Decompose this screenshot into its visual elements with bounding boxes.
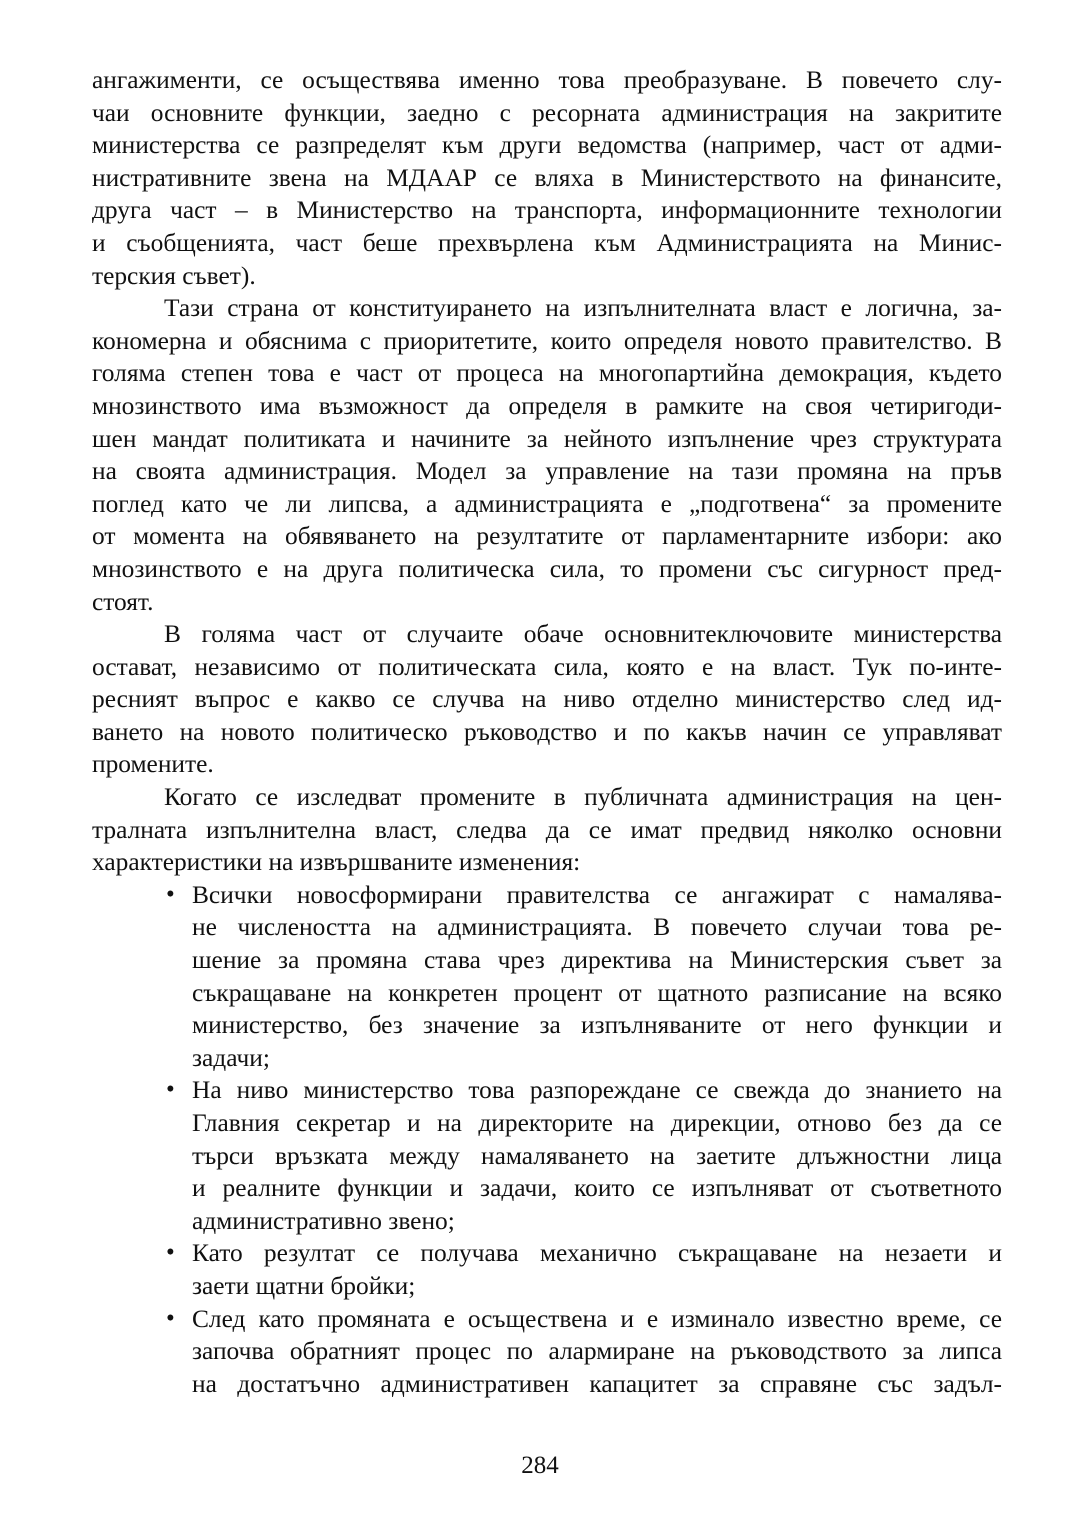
text-line: терския съвет). xyxy=(92,261,256,290)
text-line: министерство, без значение за изпълняваните от него функции и xyxy=(192,1011,1002,1040)
text-line: ресният въпрос е какво се случва на ниво отделно министерство след ид- xyxy=(92,685,1002,714)
text-line: ването на новото политическо ръководство и по какъв начин се управляват xyxy=(92,717,1002,746)
text-line xyxy=(92,1074,1002,1107)
text-line xyxy=(92,1303,1002,1336)
text-line: друга част – в Министерство на транспорта, информационните технологии xyxy=(92,196,1002,225)
text-line: шение за промяна става чрез директива на Министерския съвет за xyxy=(192,946,1002,975)
bullet-icon: • xyxy=(166,880,175,908)
bullet-text: На ниво министерство това разпореждане се свежда до знанието на xyxy=(192,1076,1002,1105)
text-line: ангажименти, се осъществява именно това преобразуване. В повечето слу- xyxy=(92,66,1002,94)
text-line: тралната изпълнителна власт, следва да се имат предвид няколко основни xyxy=(92,815,1002,844)
text-line: съкращаване на конкретен процент от щатното разписание на всяко xyxy=(192,978,1002,1007)
text-line: от момента на обявяването на резултатите от парламентарните избори: ако xyxy=(92,522,1002,551)
text-line: започва обратният процес по алармиране на ръководството за липса xyxy=(192,1337,1002,1366)
text-line: Когато се изследват промените в публичната администрация на цен- xyxy=(164,783,1002,812)
text-line: не числеността на администрацията. В повечето случаи това ре- xyxy=(192,913,1002,942)
text-line xyxy=(92,1237,1002,1270)
text-line: стоят. xyxy=(92,587,154,616)
paragraph-2 xyxy=(92,292,1002,618)
paragraph-3 xyxy=(92,618,1002,781)
text-line: Главния секретар и на директорите на дирекции, отново без да се xyxy=(192,1109,1002,1137)
text-line: министерства се разпределят към други ведомства (например, част от адми- xyxy=(92,131,1002,160)
text-line: В голяма част от случаите обаче основнитеключовите министерства xyxy=(164,620,1002,649)
bullet-text: Като резултат се получава механично съкращаване на незаети и xyxy=(192,1239,1002,1268)
bullet-list xyxy=(92,879,1002,1401)
text-line: заети щатни бройки; xyxy=(192,1271,416,1300)
text-line: голяма степен това е част от процеса на многопартийна демокрация, където xyxy=(92,359,1002,388)
bullet-item-4 xyxy=(92,1303,1002,1401)
bullet-icon: • xyxy=(166,1076,175,1104)
text-line: чаи основните функции, заедно с ресорната администрация на закритите xyxy=(92,98,1002,127)
text-line: шен мандат политиката и начините за нейното изпълнение чрез структурата xyxy=(92,424,1002,453)
text-line: административно звено; xyxy=(192,1206,455,1235)
document-page xyxy=(92,64,1002,1400)
bullet-icon: • xyxy=(166,1239,175,1267)
text-line: нистративните звена на МДААР се вляха в Министерството на финансите, xyxy=(92,163,1002,192)
text-line xyxy=(92,879,1002,912)
text-line: Тази страна от конституирането на изпълнителната власт е логична, за- xyxy=(164,294,1002,323)
text-line: мнозинството е на друга политическа сила, то промени със сигурност пред- xyxy=(92,554,1002,583)
text-line: търси връзката между намаляването на заетите длъжностни лица xyxy=(192,1141,1002,1170)
text-line: мнозинството има възможност да определя в рамките на своя четиригоди- xyxy=(92,391,1002,420)
page-number: 284 xyxy=(521,1452,559,1479)
text-line: на достатъчно административен капацитет за справяне със задъл- xyxy=(192,1369,1002,1398)
text-line: характеристики на извършваните изменения: xyxy=(92,848,581,877)
paragraph-4 xyxy=(92,781,1002,879)
bullet-text: След като промяната е осъществена и е изминало известно време, се xyxy=(192,1304,1002,1333)
text-line: и съобщенията, част беше прехвърлена към Администрацията на Минис- xyxy=(92,228,1002,257)
bullet-icon: • xyxy=(166,1304,175,1332)
bullet-item-2 xyxy=(92,1074,1002,1237)
text-line: промените. xyxy=(92,750,214,779)
text-line: кономерна и обяснима с приоритетите, които определя новото правителство. В xyxy=(92,326,1002,355)
bullet-text: Всички новосформирани правителства се ангажират с намалява- xyxy=(192,880,1002,909)
text-line: задачи; xyxy=(192,1043,270,1072)
text-line: поглед като че ли липсва, а администрацията е „подготвена“ за промените xyxy=(92,489,1002,518)
bullet-item-3 xyxy=(92,1237,1002,1302)
text-line: и реалните функции и задачи, които се изпълняват от съответното xyxy=(192,1174,1002,1203)
bullet-item-1 xyxy=(92,879,1002,1075)
text-line: остават, независимо от политическата сила, която е на власт. Тук по-инте- xyxy=(92,652,1002,681)
text-line: на своята администрация. Модел за управление на тази промяна на пръв xyxy=(92,457,1002,486)
paragraph-1 xyxy=(92,64,1002,292)
